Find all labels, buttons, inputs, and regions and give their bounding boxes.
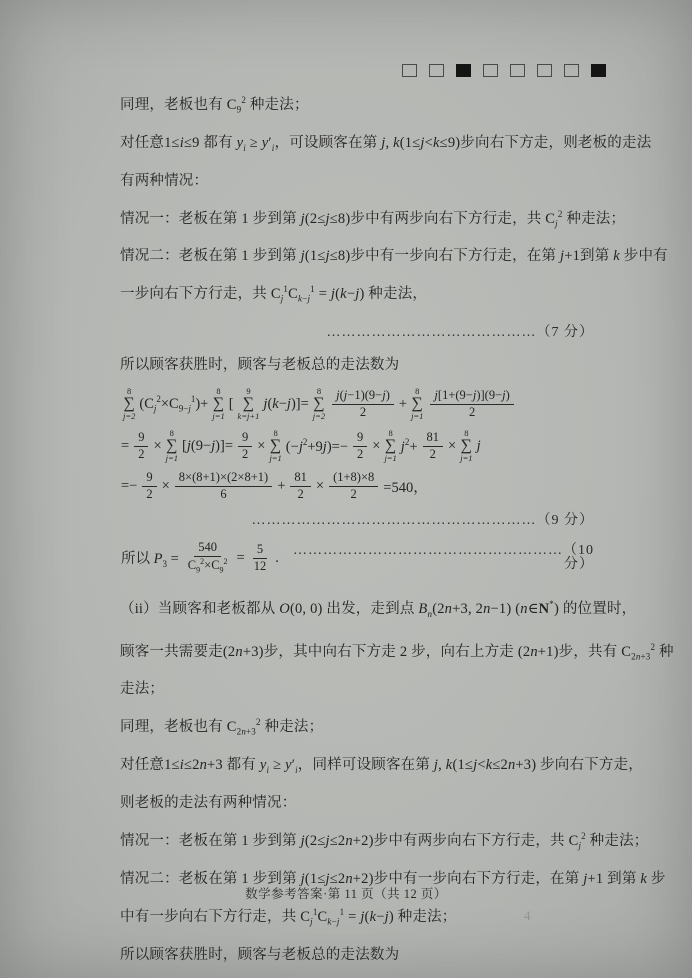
fraction: $\frac{j(j-1)(9-j)}{2}$ bbox=[332, 388, 394, 420]
empty-square-mark bbox=[564, 64, 579, 77]
summation-symbol: 8 ∑ j=2 bbox=[123, 385, 136, 422]
filled-square-mark bbox=[456, 64, 471, 77]
math-text: =540， bbox=[383, 479, 428, 496]
formula-line-2 bbox=[120, 426, 594, 466]
math-text: × bbox=[315, 477, 325, 494]
text-line: 顾客一共需要走(2n+3)步，其中向右下方走 2 步，向右上方走 (2n+1)步，共有 $C_{2n+3}^2$ 种 bbox=[120, 641, 674, 662]
page-footer: 数学参考答案·第 11 页（共 12 页） bbox=[245, 887, 447, 901]
empty-square-mark bbox=[429, 64, 444, 77]
scan-artifact: 4 bbox=[524, 908, 531, 923]
fraction: $\frac{81}{2}$ bbox=[290, 470, 311, 502]
summation-symbol: 8 ∑ j=1 bbox=[384, 427, 397, 464]
fraction: $\frac{9}{2}$ bbox=[238, 430, 252, 462]
text-line: 中有一步向右下方行走，共 $C_j^1C_{k-j}^1 = j(k-j)$ 种走法； bbox=[120, 906, 457, 927]
text-line: 情况二：老板在第 1 步到第 j(1≤j≤2n+2)步中有一步向右下方行走，在第 j+1 到第 k 步 bbox=[120, 870, 666, 887]
empty-square-mark bbox=[537, 64, 552, 77]
formula-line-1 bbox=[120, 382, 594, 426]
math-text: [j(9−j)]= bbox=[181, 437, 233, 454]
math-text: 所以 $P_3$ = bbox=[121, 551, 179, 569]
math-text: . bbox=[275, 549, 279, 566]
math-text: + bbox=[398, 395, 408, 412]
text-line: 同理，老板也有 $C_{2n+3}^2$ 种走法； bbox=[120, 717, 324, 738]
empty-square-mark bbox=[483, 64, 498, 77]
formula-line-p3 bbox=[120, 536, 594, 580]
math-text: = bbox=[121, 437, 130, 454]
text-line: 同理，老板也有 $C_9^2$ 种走法； bbox=[120, 95, 309, 115]
text-line: 情况二：老板在第 1 步到第 j(1≤j≤8)步中有一步向右下方行走，在第 j+1到第 k 步中有 bbox=[120, 248, 668, 265]
math-text: × bbox=[448, 437, 457, 454]
fraction: $\frac{j[1+(9-j)](9-j)}{2}$ bbox=[430, 388, 513, 420]
summation-symbol: 8 ∑ j=1 bbox=[165, 427, 178, 464]
text-line: 情况一：老板在第 1 步到第 j(2≤j≤8)步中有两步向右下方行走，共 $C_j^2$ 种走法； bbox=[120, 208, 626, 229]
spacer bbox=[120, 580, 594, 588]
math-text: $j^2+$ bbox=[400, 436, 418, 455]
formula-line-3 bbox=[120, 466, 594, 506]
math-text: $(-j^2+9j)=-$ bbox=[285, 436, 348, 455]
fraction: $\frac{5}{12}$ bbox=[253, 541, 267, 573]
answer-body bbox=[120, 84, 674, 972]
empty-square-mark bbox=[510, 64, 525, 77]
text-line: 对任意1≤i≤2n+3 都有 $y_i \ge y'_i$，同样可设顾客在第 j, k(1≤j<k≤2n+3) 步向右下方走， bbox=[120, 757, 643, 776]
summation-symbol: 8 ∑ j=1 bbox=[212, 385, 225, 422]
text-line: 对任意1≤i≤9 都有 $y_i \ge y'_i$，可设顾客在第 j, k(1≤j<k≤9)步向右下方走，则老板的走法 bbox=[120, 134, 652, 153]
score-note-9: …………………………………………………（9 分） bbox=[251, 513, 594, 529]
math-text: =− bbox=[121, 477, 138, 494]
math-text: j bbox=[476, 437, 481, 454]
summation-symbol: 8 ∑ j=2 bbox=[312, 385, 326, 422]
fraction: $\frac{540}{C_9^2\times C_9^2}$ bbox=[187, 540, 228, 575]
summation-symbol: 8 ∑ j=1 bbox=[460, 427, 473, 464]
fraction: $\frac{(1+8)\times 8}{2}$ bbox=[329, 470, 378, 502]
fraction: $\frac{8\times(8+1)\times(2\times 8+1)}{6}$ bbox=[175, 470, 272, 502]
math-text: $(C_j^2\times C_{9-j}^1)+$ bbox=[139, 394, 209, 414]
summation-symbol: 9 ∑ k=j+1 bbox=[237, 385, 260, 422]
math-text: × bbox=[153, 437, 162, 454]
fraction: $\frac{9}{2}$ bbox=[142, 470, 156, 502]
math-text: × bbox=[257, 437, 266, 454]
filled-square-mark bbox=[591, 64, 606, 77]
score-note-7: ……………………………………（7 分） bbox=[326, 325, 594, 341]
print-registration-marks bbox=[402, 64, 606, 77]
text-line: 有两种情况： bbox=[120, 172, 209, 189]
p3-formula bbox=[120, 540, 280, 575]
text-line: （ii）当顾客和老板都从 O(0, 0) 出发，走到点 $B_n(2n+3$, 2n−1) (n∈N*) 的位置时， bbox=[120, 599, 637, 619]
math-text: = bbox=[236, 549, 245, 566]
summation-symbol: 8 ∑ j=1 bbox=[411, 385, 424, 422]
fraction: $\frac{9}{2}$ bbox=[134, 430, 148, 462]
math-text: + bbox=[277, 477, 286, 494]
math-text: × bbox=[161, 477, 170, 494]
text-line: 则老板的走法有两种情况： bbox=[120, 795, 297, 812]
empty-square-mark bbox=[402, 64, 417, 77]
text-line: 情况一：老板在第 1 步到第 j(2≤j≤2n+2)步中有两步向右下方行走，共 $C_j^2$ 种走法； bbox=[120, 831, 649, 851]
math-text: × bbox=[372, 437, 381, 454]
text-line: 一步向右下方行走，共 $C_j^1C_{k-j}^1 = j(k-j)$ 种走法， bbox=[120, 284, 428, 305]
summation-symbol: 8 ∑ j=1 bbox=[269, 427, 282, 464]
fraction: $\frac{81}{2}$ bbox=[423, 430, 444, 462]
text-line: 走法； bbox=[120, 681, 165, 698]
fraction: $\frac{9}{2}$ bbox=[353, 430, 367, 462]
text-line: 所以顾客获胜时，顾客与老板总的走法数为 bbox=[120, 357, 400, 374]
score-note-10: ………………………………………………（10 分） bbox=[293, 543, 594, 573]
math-text: [ bbox=[228, 395, 234, 412]
math-text: j(k−j)]= bbox=[263, 395, 309, 412]
text-line: 所以顾客获胜时，顾客与老板总的走法数为 bbox=[120, 946, 400, 963]
